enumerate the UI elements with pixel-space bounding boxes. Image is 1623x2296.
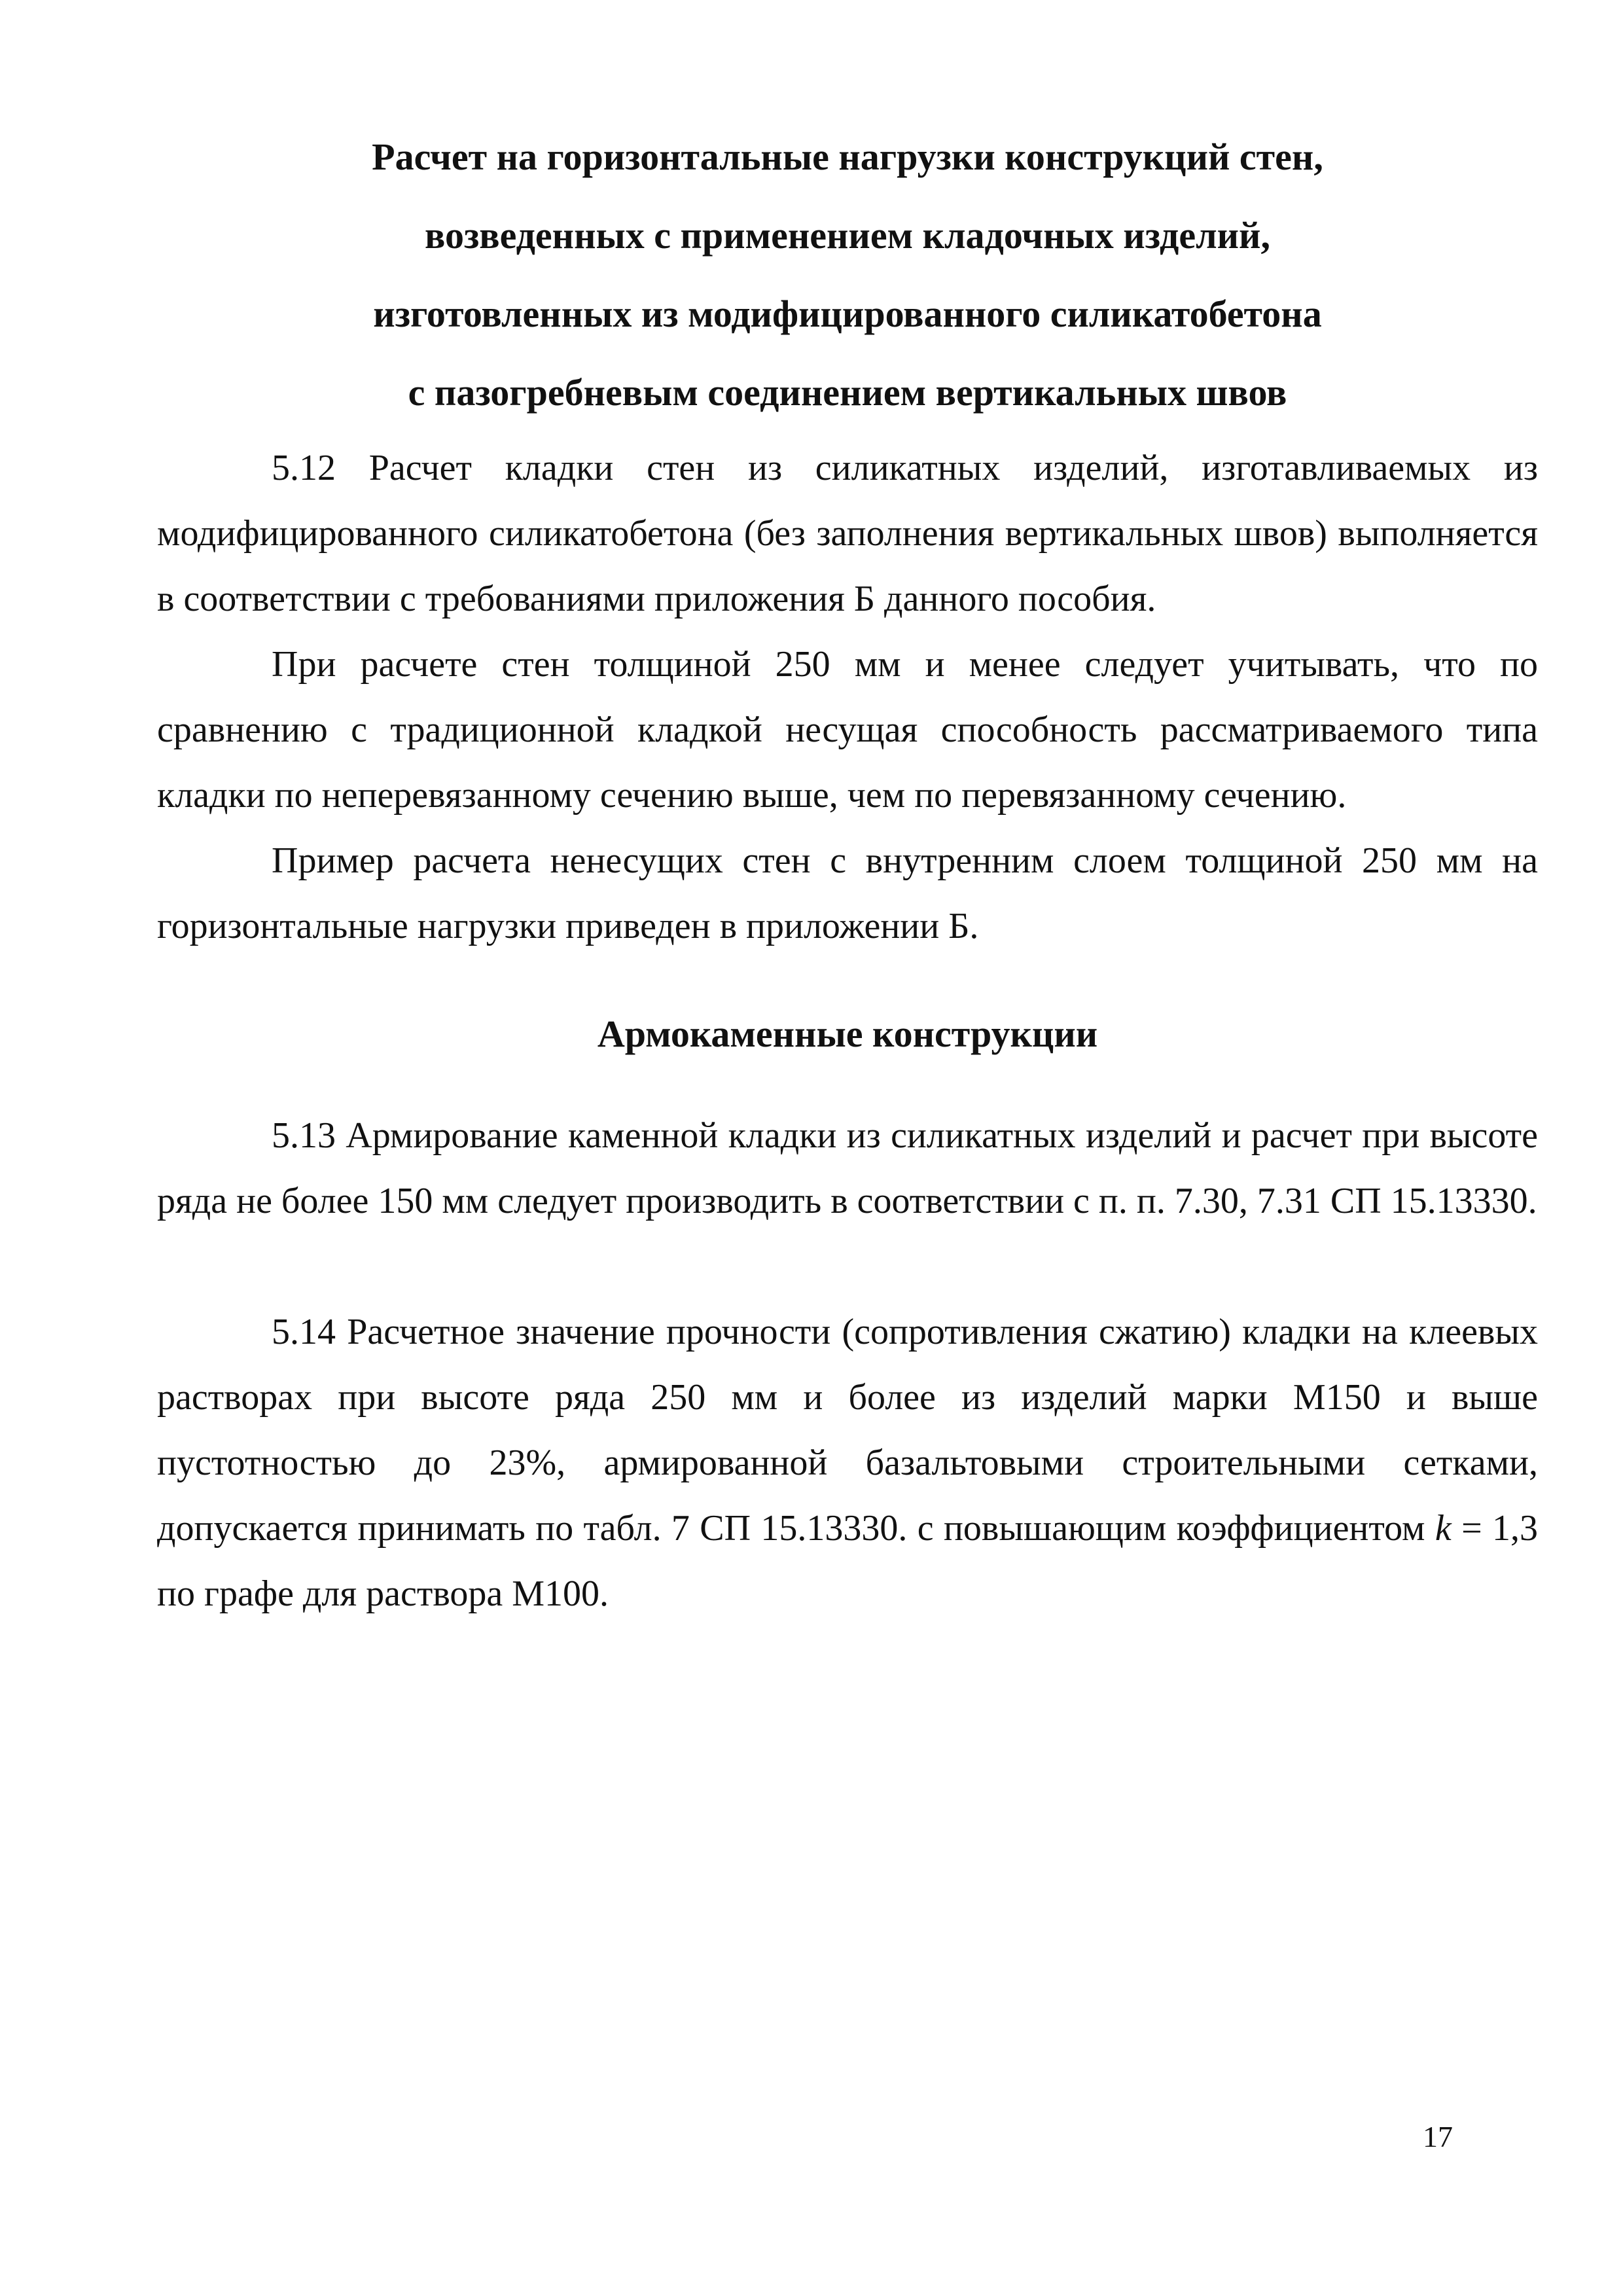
section-heading-line: возведенных с применением кладочных изделий, — [425, 214, 1270, 257]
section-heading-line: Расчет на горизонтальные нагрузки конструкций стен, — [372, 135, 1323, 178]
paragraph-wall-thickness: При расчете стен толщиной 250 мм и менее следует учитывать, что по сравнению с традиционной кладкой несущая способность рассматриваемого типа кладки по неперевязанному сечению выше, чем по перевязанному сечению. — [157, 644, 1538, 816]
subsection-heading: Армокаменные конструкции — [597, 1013, 1098, 1055]
section-heading — [157, 118, 1538, 432]
section-heading-line: изготовленных из модифицированного силикатобетона — [373, 293, 1322, 335]
section-heading-line: с пазогребневым соединением вертикальных швов — [408, 371, 1287, 414]
paragraph-5-14 — [157, 1299, 1538, 1626]
page-number: 17 — [1423, 2120, 1453, 2153]
paragraph-5-14-text-end: = 1,3 по графе для раствора М100. — [157, 1508, 1538, 1614]
coefficient-variable: k — [1435, 1508, 1452, 1549]
paragraph-5-12: 5.12 Расчет кладки стен из силикатных изделий, изготавливаемых из модифицированного силикатобетона (без заполнения вертикальных швов) выполняется в соответствии с требованиями приложения Б данного пособия. — [157, 448, 1538, 619]
paragraph-calculation-example: Пример расчета ненесущих стен с внутренним слоем толщиной 250 мм на горизонтальные нагрузки приведен в приложении Б. — [157, 840, 1538, 946]
paragraph-5-13: 5.13 Армирование каменной кладки из силикатных изделий и расчет при высоте ряда не более 150 мм следует производить в соответствии с п. п. 7.30, 7.31 СП 15.13330. — [157, 1115, 1538, 1221]
paragraph-5-14-text: 5.14 Расчетное значение прочности (сопротивления сжатию) кладки на клеевых растворах при высоте ряда 250 мм и более из изделий марки М150 и выше пустотностью до 23%, армированной базальтовыми строительными сетками, допускается принимать по табл. 7 СП 15.13330. с повышающим коэффициентом — [157, 1312, 1538, 1549]
document-page — [157, 0, 1538, 2296]
